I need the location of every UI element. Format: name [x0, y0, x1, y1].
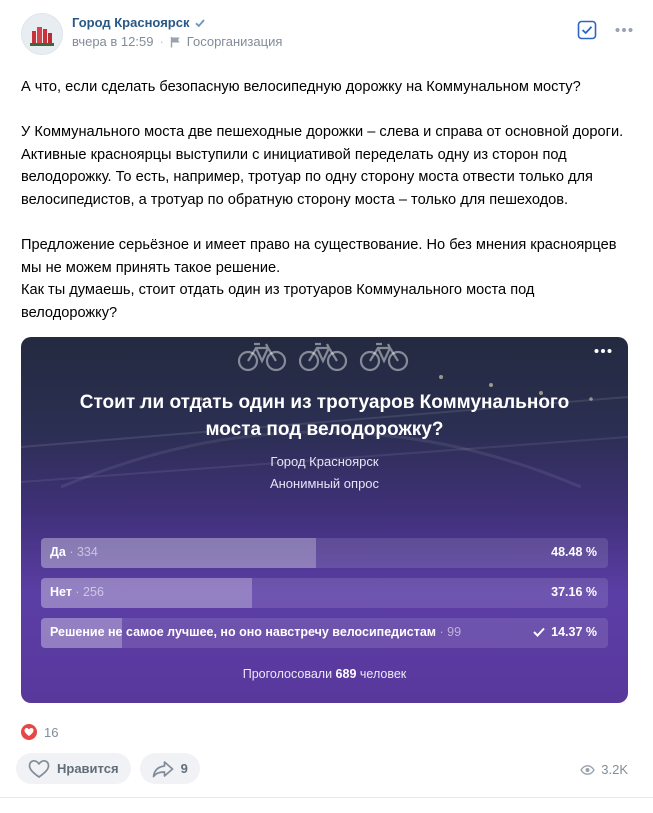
- post-time[interactable]: вчера в 12:59: [72, 34, 154, 49]
- poll-option-count: · 334: [69, 545, 98, 559]
- poll-option-percent: [533, 625, 597, 639]
- poll-option[interactable]: [41, 618, 608, 648]
- poll-footer-prefix: Проголосовали: [242, 667, 333, 681]
- poll-option-text: Решение не самое лучшее, но оно навстречу велосипедистам: [50, 625, 437, 639]
- share-count: 9: [180, 761, 188, 776]
- more-icon[interactable]: [615, 27, 633, 33]
- heart-icon: [21, 724, 37, 740]
- bicycles-decoration: [237, 340, 412, 374]
- post-actions: [16, 753, 200, 784]
- views-count: 3.2K: [601, 762, 628, 777]
- poll-title: Стоит ли отдать один из тротуаров Коммунального моста под велодорожку?: [79, 392, 570, 440]
- poll-option-count: · 99: [439, 625, 462, 639]
- bicycle-icon: [300, 344, 346, 370]
- poll-more-icon[interactable]: [594, 348, 612, 354]
- verified-icon: [194, 17, 206, 29]
- poll-option-label: [50, 625, 461, 639]
- poll-option-text: Нет: [50, 585, 72, 599]
- poll-option-percent-value: 48.48 %: [551, 545, 597, 559]
- poll-option[interactable]: [41, 538, 608, 568]
- poll-option-percent: [551, 585, 597, 599]
- avatar[interactable]: [21, 13, 63, 55]
- post-category: Госорганизация: [186, 34, 283, 49]
- city-logo-icon: [22, 14, 62, 54]
- poll-option[interactable]: [41, 578, 608, 608]
- checkbox-icon[interactable]: [577, 20, 597, 40]
- post-divider: [0, 797, 653, 798]
- like-button[interactable]: [16, 753, 131, 784]
- poll-option-text: Да: [50, 545, 66, 559]
- eye-icon: [580, 765, 595, 775]
- poll-option-label: [50, 545, 98, 559]
- poll-author[interactable]: Город Красноярск: [270, 454, 379, 469]
- heart-outline-icon: [28, 759, 50, 779]
- poll-card: [21, 337, 628, 703]
- meta-separator: ·: [159, 34, 164, 49]
- poll-footer-count: 689: [335, 667, 357, 681]
- post-text: А что, если сделать безопасную велосипедную дорожку на Коммунальном мосту? У Коммунального моста две пешеходные дорожки – слева и справа от основной дороги. Активные красноярцы выступили с инициативой переделать одну из сторон под велодорожку. То есть, например, тротуар по одну сторону моста отвести только для велосипедистов, а тротуар по обратную сторону моста – только для пешеходов. Предложение серьёзное и имеет право на существование. Но без мнения красноярцев мы не можем принять такое решение. Как ты думаешь, стоит отдать один из тротуаров Коммунального моста под велодорожку?: [21, 79, 624, 321]
- author: [72, 15, 206, 30]
- header-actions: [577, 20, 633, 40]
- poll-option-count: · 256: [75, 585, 104, 599]
- poll-footer-suffix: человек: [359, 667, 407, 681]
- poll-type: Анонимный опрос: [269, 476, 380, 491]
- bicycle-icon: [239, 344, 285, 370]
- likes-count: 16: [44, 724, 59, 740]
- poll-option-percent-value: 37.16 %: [551, 585, 597, 599]
- post-meta: [72, 34, 282, 49]
- like-label: Нравится: [57, 761, 119, 776]
- share-icon: [152, 760, 174, 778]
- share-button[interactable]: [140, 753, 200, 784]
- reactions-summary[interactable]: [21, 724, 58, 740]
- poll-option-label: [50, 585, 104, 599]
- poll-footer[interactable]: [21, 667, 628, 681]
- views-counter: [580, 762, 628, 777]
- flag-icon: [170, 36, 181, 48]
- post-header: [21, 13, 633, 55]
- bicycle-icon: [361, 344, 407, 370]
- author-name[interactable]: Город Красноярск: [72, 15, 190, 30]
- check-icon: [533, 627, 545, 637]
- poll-option-percent-value: 14.37 %: [551, 625, 597, 639]
- poll-option-percent: [551, 545, 597, 559]
